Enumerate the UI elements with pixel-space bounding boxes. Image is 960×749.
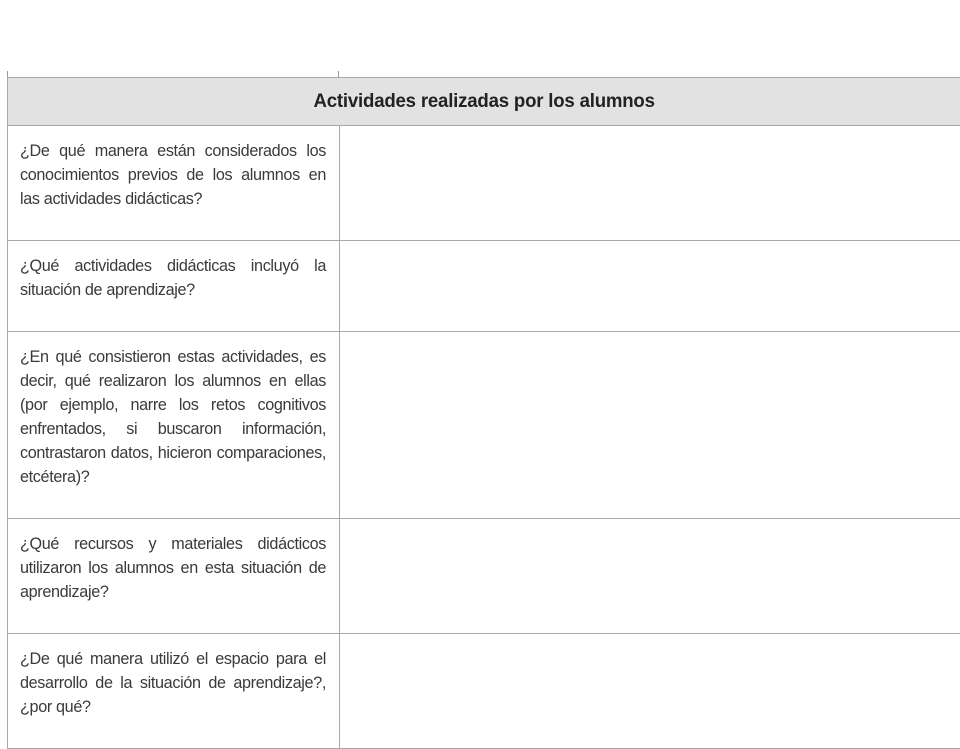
question-cell xyxy=(8,519,340,634)
table-row xyxy=(8,634,960,749)
question-cell xyxy=(8,241,340,332)
table-row xyxy=(8,241,960,332)
table-row xyxy=(8,332,960,519)
answer-cell[interactable] xyxy=(340,332,960,519)
table-header xyxy=(8,78,960,126)
question-text: ¿De qué manera están considerados los conocimientos previos de los alumnos en las actividades didácticas? xyxy=(20,139,326,211)
question-cell xyxy=(8,332,340,519)
question-cell xyxy=(8,634,340,749)
answer-cell[interactable] xyxy=(340,519,960,634)
question-text: ¿De qué manera utilizó el espacio para el desarrollo de la situación de aprendizaje?, ¿por qué? xyxy=(20,647,326,719)
answer-cell[interactable] xyxy=(340,241,960,332)
question-text: ¿Qué actividades didácticas incluyó la situación de aprendizaje? xyxy=(20,254,326,302)
answer-cell[interactable] xyxy=(340,634,960,749)
question-text: ¿Qué recursos y materiales didácticos utilizaron los alumnos en esta situación de aprendizaje? xyxy=(20,532,326,604)
table-row xyxy=(8,126,960,241)
answer-cell[interactable] xyxy=(340,126,960,241)
question-cell xyxy=(8,126,340,241)
table-row xyxy=(8,519,960,634)
activities-table xyxy=(7,77,960,749)
table-header-row xyxy=(8,78,960,126)
question-text: ¿En qué consistieron estas actividades, es decir, qué realizaron los alumnos en ellas (por ejemplo, narre los retos cognitivos enfrentados, si buscaron información, contrastaron datos, hicieron comparaciones, etcétera)? xyxy=(20,345,326,489)
table-header-title: Actividades realizadas por los alumnos xyxy=(314,91,655,113)
